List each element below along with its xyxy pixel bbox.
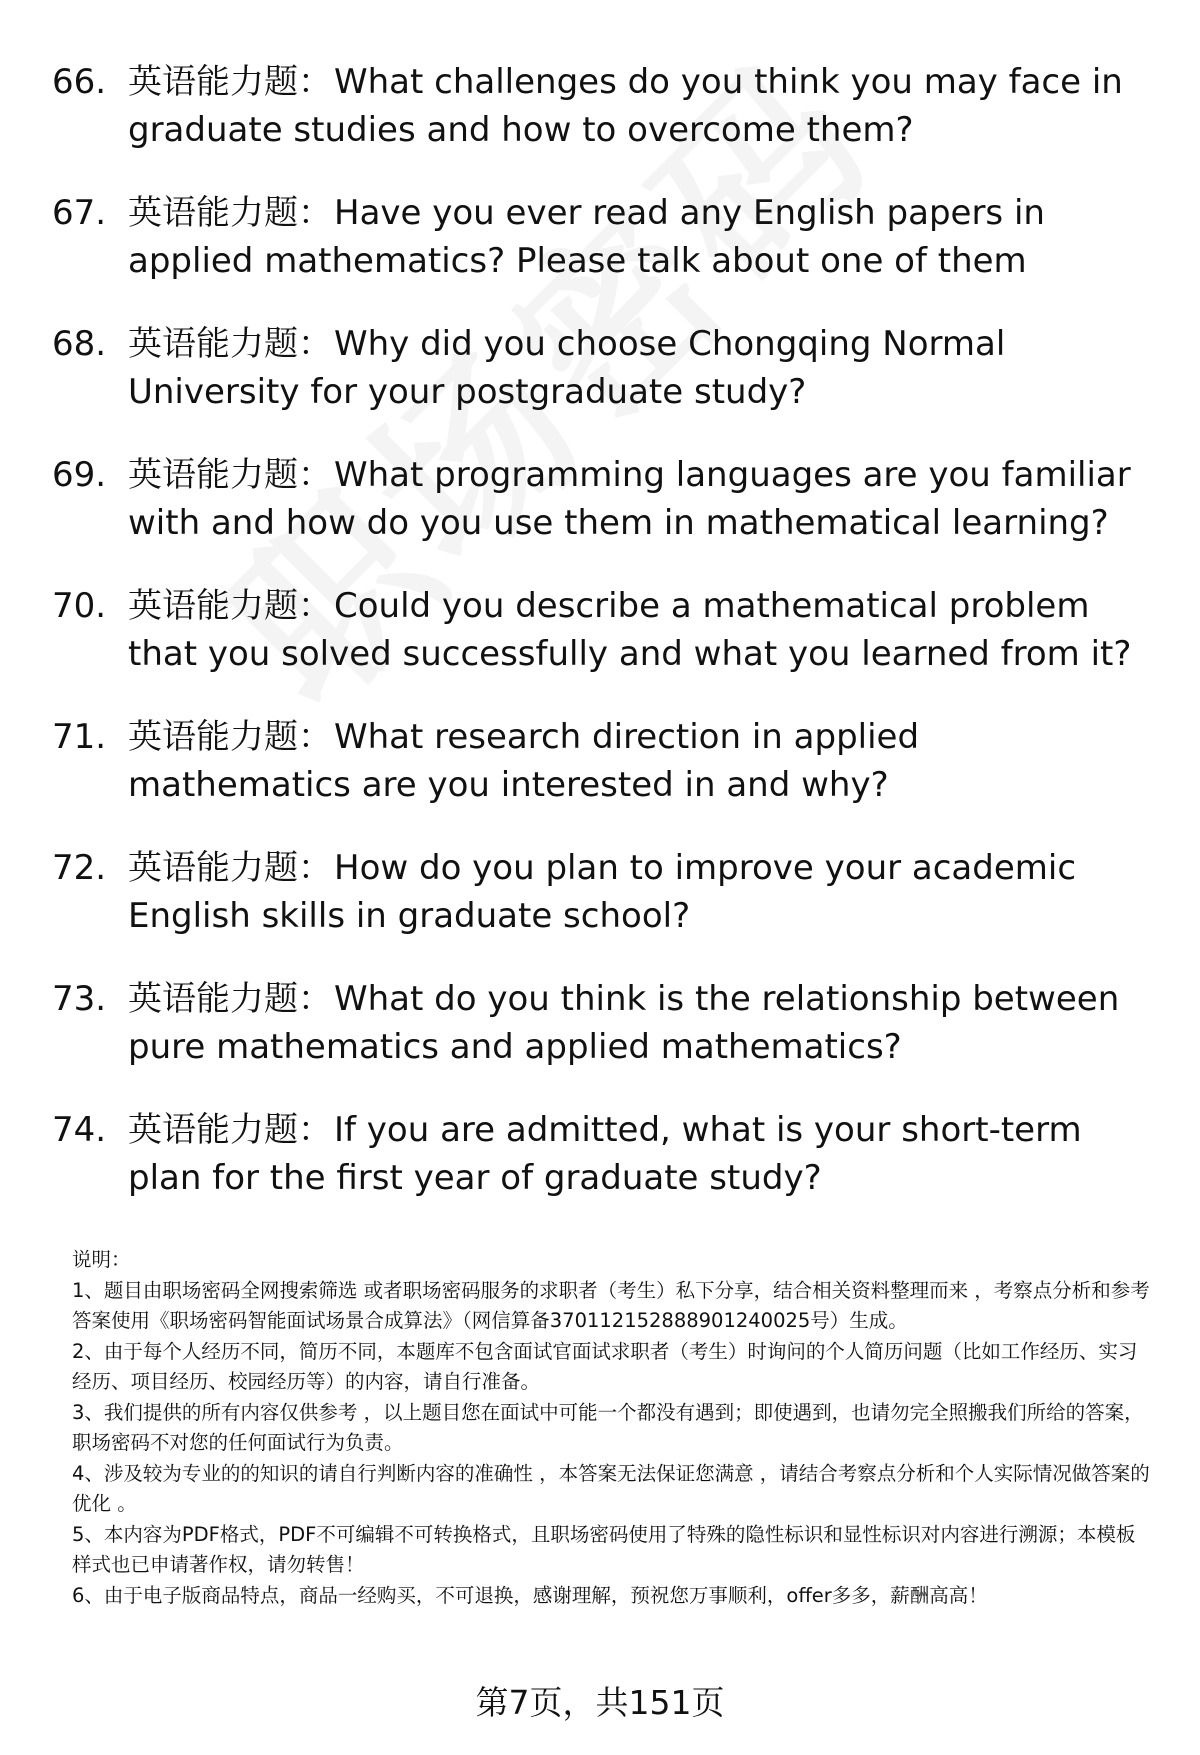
question-prefix: 英语能力题：: [128, 62, 332, 102]
question-item: [52, 451, 1152, 547]
notes-section: [72, 1245, 1152, 1611]
question-number: 71.: [52, 717, 107, 757]
question-body: [128, 1106, 1152, 1202]
question-prefix: 英语能力题：: [128, 979, 332, 1019]
question-item: [52, 844, 1152, 940]
question-item: [52, 58, 1152, 154]
note-item: 6、由于电子版商品特点，商品一经购买，不可退换，感谢理解，预祝您万事顺利，offer多多，薪酬高高！: [72, 1583, 988, 1607]
question-prefix: 英语能力题：: [128, 586, 332, 626]
question-item: [52, 713, 1152, 809]
question-prefix: 英语能力题：: [128, 324, 332, 364]
note-item: 1、题目由职场密码全网搜索筛选 或者职场密码服务的求职者（考生）私下分享，结合相关资料整理而来 ，考察点分析和参考答案使用《职场密码智能面试场景合成算法》（网信算备370112152888901240025号）生成。: [72, 1278, 1150, 1332]
question-prefix: 英语能力题：: [128, 848, 332, 888]
note-item: 4、涉及较为专业的的知识的请自行判断内容的准确性 ，本答案无法保证您满意 ，请结合考察点分析和个人实际情况做答案的优化 。: [72, 1461, 1150, 1515]
question-prefix: 英语能力题：: [128, 193, 332, 233]
question-body: [128, 451, 1152, 547]
question-text: What research direction in applied mathematics are you interested in and why?: [128, 717, 920, 805]
question-number: 70.: [52, 586, 107, 626]
question-number: 68.: [52, 324, 107, 364]
question-item: [52, 582, 1152, 678]
question-item: [52, 975, 1152, 1071]
question-body: [128, 844, 1152, 940]
question-body: [128, 582, 1152, 678]
question-number: 69.: [52, 455, 107, 495]
question-prefix: 英语能力题：: [128, 717, 332, 757]
question-text: What challenges do you think you may face in graduate studies and how to overcome them?: [128, 62, 1123, 150]
note-item: 3、我们提供的所有内容仅供参考 ，以上题目您在面试中可能一个都没有遇到；即使遇到，也请勿完全照搬我们所给的答案，职场密码不对您的任何面试行为负责。: [72, 1400, 1144, 1454]
question-text: How do you plan to improve your academic English skills in graduate school?: [128, 848, 1077, 936]
question-text: If you are admitted, what is your short-term plan for the first year of graduate study?: [128, 1110, 1082, 1198]
question-text: What do you think is the relationship between pure mathematics and applied mathematics?: [128, 979, 1120, 1067]
question-text: Why did you choose Chongqing Normal University for your postgraduate study?: [128, 324, 1006, 412]
question-item: [52, 189, 1152, 285]
question-body: [128, 975, 1152, 1071]
question-body: [128, 58, 1152, 154]
question-item: [52, 320, 1152, 416]
question-number: 67.: [52, 193, 107, 233]
question-number: 73.: [52, 979, 107, 1019]
note-item: 2、由于每个人经历不同，简历不同，本题库不包含面试官面试求职者（考生）时询问的个人简历问题（比如工作经历、实习经历、项目经历、校园经历等）的内容，请自行准备。: [72, 1339, 1138, 1393]
question-list: [52, 58, 1152, 1237]
question-number: 66.: [52, 62, 107, 102]
question-prefix: 英语能力题：: [128, 455, 332, 495]
question-text: Could you describe a mathematical problem that you solved successfully and what you learned from it?: [128, 586, 1132, 674]
notes-heading: 说明：: [72, 1248, 131, 1271]
question-item: [52, 1106, 1152, 1202]
question-number: 72.: [52, 848, 107, 888]
question-number: 74.: [52, 1110, 107, 1150]
question-body: [128, 713, 1152, 809]
question-prefix: 英语能力题：: [128, 1110, 332, 1150]
question-body: [128, 320, 1152, 416]
question-text: What programming languages are you familiar with and how do you use them in mathematical learning?: [128, 455, 1131, 543]
note-item: 5、本内容为PDF格式，PDF不可编辑不可转换格式，且职场密码使用了特殊的隐性标识和显性标识对内容进行溯源；本模板样式也已申请著作权，请勿转售！: [72, 1522, 1136, 1576]
page-number: 第7页，共151页: [475, 1683, 725, 1722]
question-body: [128, 189, 1152, 285]
question-text: Have you ever read any English papers in applied mathematics? Please talk about one of them: [128, 193, 1045, 281]
